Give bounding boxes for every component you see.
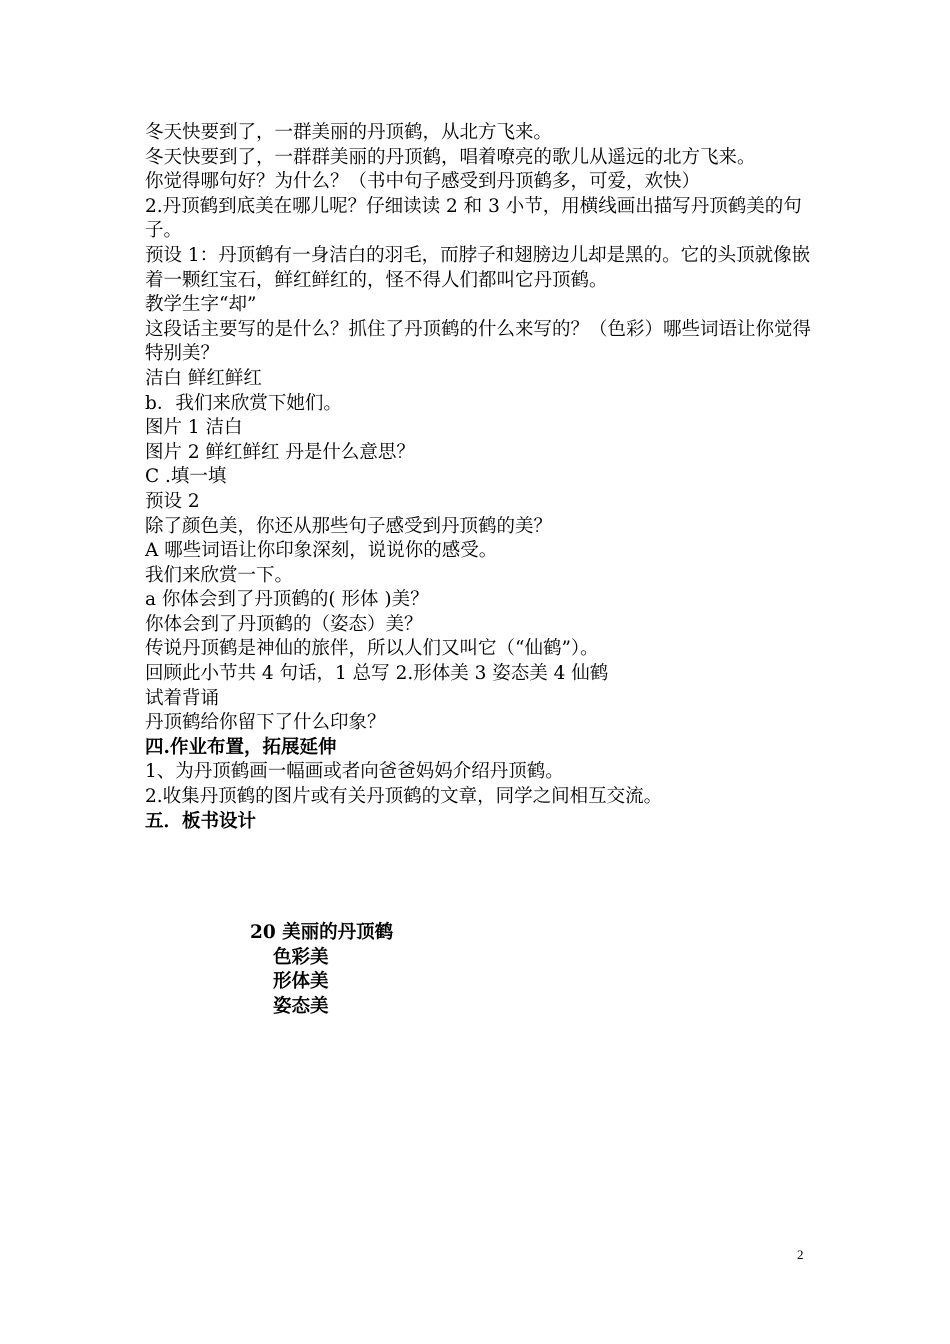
paragraph: C .填一填 [145, 466, 227, 488]
section-heading-homework: 四.作业布置，拓展延伸 [145, 736, 337, 758]
paragraph: 洁白 鲜红鲜红 [145, 367, 262, 389]
paragraph: 预设 2 [145, 490, 200, 512]
paragraph: 图片 2 鲜红鲜红 丹是什么意思？ [145, 441, 415, 463]
paragraph: 丹顶鹤给你留下了什么印象？ [145, 712, 386, 734]
homework-item: 1、为丹顶鹤画一幅画或者向爸爸妈妈介绍丹顶鹤。 [145, 761, 564, 783]
paragraph: 你觉得哪句好？为什么？（书中句子感受到丹顶鹤多，可爱，欢快） [145, 171, 701, 193]
paragraph: 冬天快要到了，一群群美丽的丹顶鹤，唱着嘹亮的歌儿从遥远的北方飞来。 [145, 146, 756, 168]
board-item: 姿态美 [273, 995, 329, 1017]
paragraph: 试着背诵 [145, 687, 220, 709]
paragraph: 回顾此小节共 4 句话，1 总写 2.形体美 3 姿态美 4 仙鹤 [145, 663, 609, 685]
board-design [250, 921, 393, 1019]
paragraph: 冬天快要到了，一群美丽的丹顶鹤，从北方飞来。 [145, 122, 553, 143]
paragraph: A 哪些词语让你印象深刻，说说你的感受。 [145, 540, 498, 562]
paragraph: 你体会到了丹顶鹤的（姿态）美？ [145, 613, 423, 635]
section-heading-board-design: 五．板书设计 [145, 810, 257, 832]
paragraph: 图片 1 洁白 [145, 417, 243, 439]
paragraph: 传说丹顶鹤是神仙的旅伴，所以人们又叫它（“仙鹤”）。 [145, 638, 599, 660]
board-item: 形体美 [273, 971, 329, 993]
document-body [145, 121, 815, 834]
paragraph: a 你体会到了丹顶鹤的( 形体 )美？ [145, 589, 429, 611]
paragraph: 我们来欣赏一下。 [145, 564, 294, 586]
paragraph: 预设 1：丹顶鹤有一身洁白的羽毛，而脖子和翅膀边儿却是黑的。它的头顶就像嵌着一颗红宝石，鲜红鲜红的，怪不得人们都叫它丹顶鹤。 [145, 244, 811, 291]
homework-item: 2.收集丹顶鹤的图片或有关丹顶鹤的文章，同学之间相互交流。 [145, 786, 663, 808]
paragraph: 教学生字“却” [145, 294, 257, 316]
page-number: 2 [797, 1247, 804, 1262]
board-item: 色彩美 [273, 946, 329, 968]
paragraph: 这段话主要写的是什么？抓住了丹顶鹤的什么来写的？（色彩）哪些词语让你觉得特别美？ [145, 318, 812, 365]
paragraph: 2.丹顶鹤到底美在哪儿呢？仔细读读 2 和 3 小节，用横线画出描写丹顶鹤美的句子。 [145, 195, 802, 242]
paragraph: b．我们来欣赏下她们。 [145, 392, 342, 414]
paragraph: 除了颜色美，你还从那些句子感受到丹顶鹤的美？ [145, 515, 553, 537]
board-title: 20 美丽的丹顶鹤 [250, 922, 394, 943]
